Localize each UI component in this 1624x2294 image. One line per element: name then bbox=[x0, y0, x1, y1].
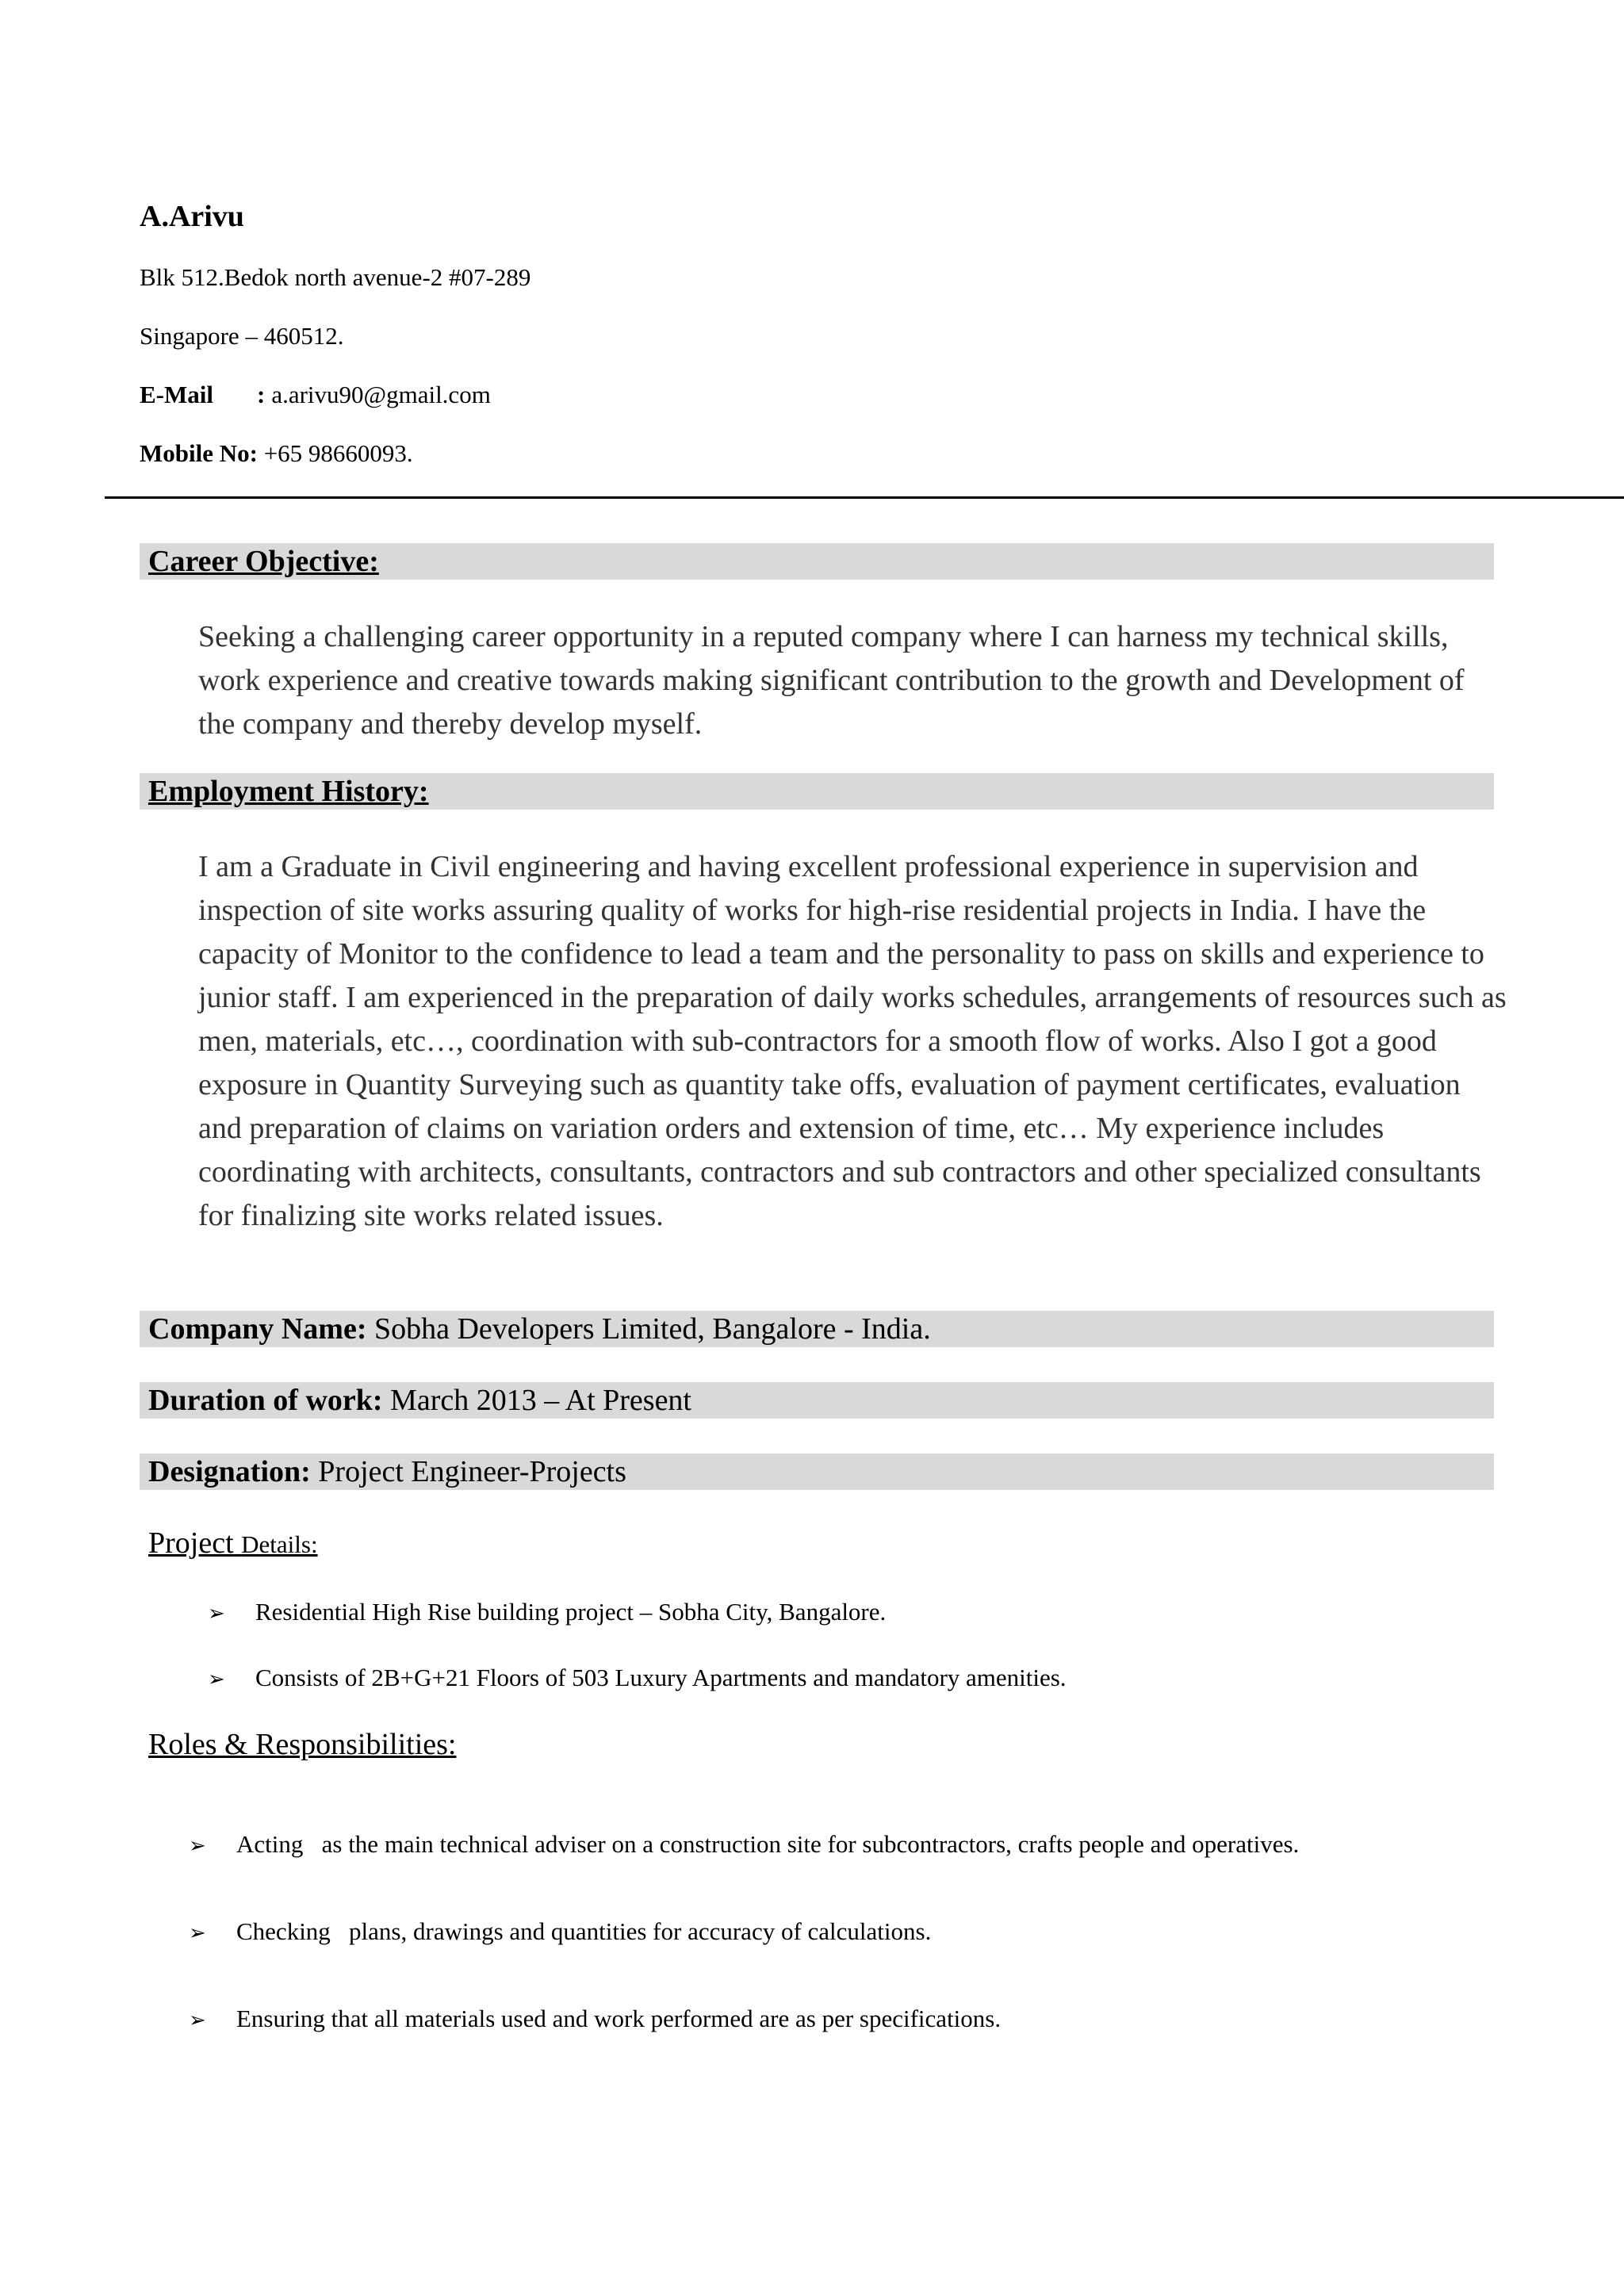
roles-heading: Roles & Responsibilities: bbox=[148, 1728, 457, 1761]
address-line-2: Singapore – 460512. bbox=[140, 322, 344, 350]
career-objective-band bbox=[140, 543, 1494, 580]
designation-label: Designation: bbox=[148, 1455, 311, 1488]
career-objective-text: Seeking a challenging career opportunity in a reputed company where I can harness my technical skills, work experience and creative towards making significant contribution to the growth and Development of the company and thereby develop myself. bbox=[198, 620, 1465, 741]
employment-history-band bbox=[140, 773, 1494, 810]
role-text: Ensuring that all materials used and work performed are as per specifications. bbox=[236, 2005, 1002, 2032]
career-objective-heading: Career Objective: bbox=[148, 545, 379, 578]
duration-label: Duration of work: bbox=[148, 1384, 383, 1417]
email-value: a.arivu90@gmail.com bbox=[271, 381, 491, 408]
arrow-bullet-icon: ➢ bbox=[208, 1668, 225, 1691]
employment-history-text: I am a Graduate in Civil engineering and having excellent professional experience in supervision and inspection of site works assuring quality of works for high-rise residential projects in India. I have the capacity of Monitor to the confidence to lead a team and the personality to pass on skills and experience to junior staff. I am experienced in the preparation of daily works schedules, arrangements of resources such as men, materials, etc…, coordination with sub-contractors for a smooth flow of works. Also I got a good exposure in Quantity Surveying such as quantity take offs, evaluation of payment certificates, evaluation and preparation of claims on variation orders and extension of time, etc… My experience includes coordinating with architects, consultants, contractors and sub contractors and other specialized consultants for finalizing site works related issues. bbox=[198, 850, 1507, 1232]
role-item bbox=[189, 1915, 931, 1950]
candidate-name: A.Arivu bbox=[140, 200, 244, 233]
duration-band bbox=[140, 1382, 1494, 1419]
mobile-value: +65 98660093. bbox=[263, 439, 413, 467]
mobile-row bbox=[140, 438, 413, 469]
company-name-band bbox=[140, 1311, 1494, 1347]
email-row bbox=[140, 379, 491, 411]
arrow-bullet-icon: ➢ bbox=[189, 1834, 206, 1858]
project-detail-item bbox=[208, 1595, 886, 1630]
project-details-heading-small: Details: bbox=[241, 1530, 318, 1558]
duration-value: March 2013 – At Present bbox=[390, 1384, 691, 1417]
header-divider bbox=[105, 496, 1624, 499]
role-text: Acting as the main technical adviser on a construction site for subcontractors, crafts people and operatives. bbox=[236, 1830, 1300, 1858]
designation-value: Project Engineer-Projects bbox=[318, 1455, 626, 1488]
arrow-bullet-icon: ➢ bbox=[189, 1921, 206, 1945]
designation-band bbox=[140, 1453, 1494, 1490]
project-details-heading-main: Project bbox=[148, 1526, 234, 1560]
role-text: Checking plans, drawings and quantities for accuracy of calculations. bbox=[236, 1917, 932, 1945]
project-detail-text: Consists of 2B+G+21 Floors of 503 Luxury Apartments and mandatory amenities. bbox=[255, 1664, 1067, 1691]
address-line-1: Blk 512.Bedok north avenue-2 #07-289 bbox=[140, 263, 531, 291]
role-item bbox=[189, 2002, 1001, 2037]
arrow-bullet-icon: ➢ bbox=[189, 2009, 206, 2032]
company-name-label: Company Name: bbox=[148, 1312, 367, 1346]
email-label: E-Mail bbox=[140, 381, 213, 408]
mobile-label: Mobile No: bbox=[140, 439, 258, 467]
employment-history-heading: Employment History: bbox=[148, 775, 429, 808]
project-detail-item bbox=[208, 1661, 1067, 1696]
project-details-heading bbox=[148, 1524, 318, 1564]
company-name-value: Sobha Developers Limited, Bangalore - India. bbox=[373, 1312, 931, 1346]
email-colon: : bbox=[257, 381, 266, 408]
arrow-bullet-icon: ➢ bbox=[208, 1602, 225, 1626]
role-item bbox=[189, 1828, 1299, 1863]
project-detail-text: Residential High Rise building project – Sobha City, Bangalore. bbox=[255, 1598, 887, 1626]
